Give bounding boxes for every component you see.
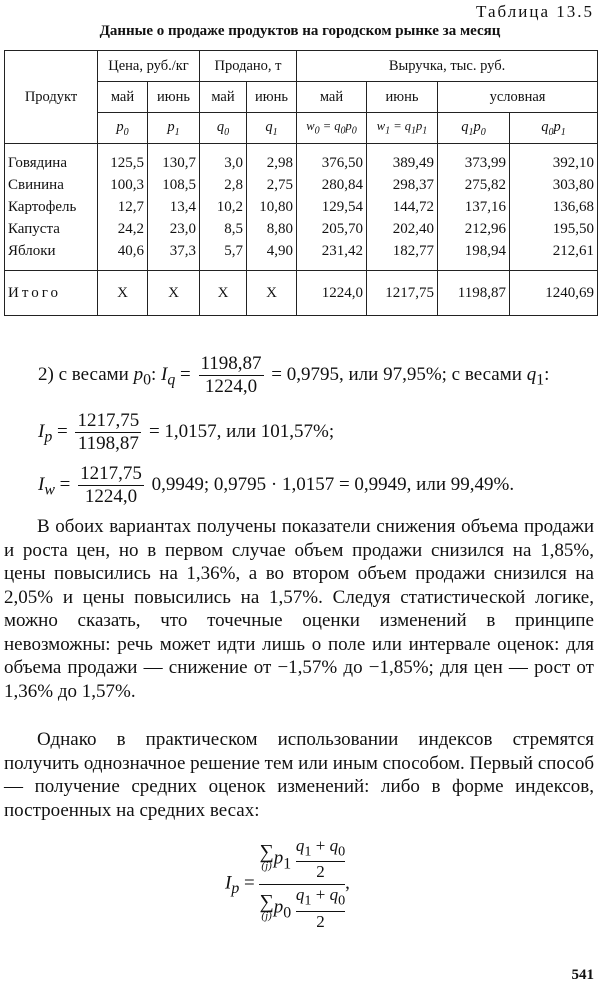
table-row xyxy=(5,240,598,271)
sigma-sub: (j) xyxy=(261,909,272,922)
cell: 3,0 xyxy=(200,144,247,175)
header-product: Продукт xyxy=(5,51,98,144)
cell: 205,70 xyxy=(297,218,367,240)
header-price: Цена, руб./кг xyxy=(98,51,200,82)
header-revenue: Выручка, тыс. руб. xyxy=(297,51,598,82)
cell: 1224,0 xyxy=(297,271,367,316)
inner-den: 2 xyxy=(316,911,325,931)
cell: 389,49 xyxy=(367,144,438,175)
fraction xyxy=(199,353,264,398)
cell: X xyxy=(98,271,148,316)
cell: 24,2 xyxy=(98,218,148,240)
cell: 1217,75 xyxy=(367,271,438,316)
lhs-sub: p xyxy=(231,880,240,898)
cell: 373,99 xyxy=(438,144,510,175)
formula-iw: $I_w$ = $\frac{1217,75}{1224,0}$ 0,9949; 0,9795 · 1,0157 = 0,9949, или 99,49%. xyxy=(38,463,515,507)
row-name: Капуста xyxy=(5,218,98,240)
row-name: Яблоки xyxy=(5,240,98,271)
cell: 10,2 xyxy=(200,196,247,218)
sym-q1: $q_1$ xyxy=(247,113,297,144)
cell: 37,3 xyxy=(148,240,200,271)
header-rev-june: июнь xyxy=(367,82,438,113)
cell: 195,50 xyxy=(510,218,598,240)
fraction-numerator: 1217,75 xyxy=(80,463,142,484)
formula-result: 0,9949; 0,9795 · 1,0157 = 0,9949, или 99,49%. xyxy=(151,473,515,495)
cell: X xyxy=(200,271,247,316)
cell: 2,75 xyxy=(247,174,297,196)
row-name: Говядина xyxy=(5,144,98,175)
formula-result: = 1,0157, или 101,57%; xyxy=(148,420,335,442)
cell: 136,68 xyxy=(510,196,598,218)
formula-prefix: 2) с весами xyxy=(38,363,129,385)
cell: 298,37 xyxy=(367,174,438,196)
cell: 8,80 xyxy=(247,218,297,240)
cell: 2,8 xyxy=(200,174,247,196)
cell: 4,90 xyxy=(247,240,297,271)
formula-comma: , xyxy=(345,872,350,894)
inner-den: 2 xyxy=(316,862,325,882)
table-label: Таблица 13.5 xyxy=(476,2,594,21)
cell: 40,6 xyxy=(98,240,148,271)
cell: 13,4 xyxy=(148,196,200,218)
formula-weights-p0: 2) с весами $p_0$: $I_q$ = $\frac{1198,87}{1224,0}$ = 0,9795, или 97,95%; с весами $q_1$: xyxy=(38,353,550,397)
sym-q0: $q_0$ xyxy=(200,113,247,144)
cell: 2,98 xyxy=(247,144,297,175)
sym-q1p0: $q_1p_0$ xyxy=(438,113,510,144)
fraction-denominator: 1198,87 xyxy=(77,433,139,454)
sym-p0: $p_0$ xyxy=(98,113,148,144)
row-name: Картофель xyxy=(5,196,98,218)
header-conditional: условная xyxy=(438,82,598,113)
fraction-numerator: 1217,75 xyxy=(77,410,140,431)
cell: 108,5 xyxy=(148,174,200,196)
cell: 23,0 xyxy=(148,218,200,240)
cell: X xyxy=(148,271,200,316)
cell: 137,16 xyxy=(438,196,510,218)
cell: 275,82 xyxy=(438,174,510,196)
page-number: 541 xyxy=(571,967,594,983)
cell: 280,84 xyxy=(297,174,367,196)
cell: X xyxy=(247,271,297,316)
fraction xyxy=(75,410,141,455)
cell: 231,42 xyxy=(297,240,367,271)
total-label: Итого xyxy=(5,271,98,316)
cell: 5,7 xyxy=(200,240,247,271)
cell: 12,7 xyxy=(98,196,148,218)
table-row xyxy=(5,174,598,196)
cell: 8,5 xyxy=(200,218,247,240)
sym-p1: $p_1$ xyxy=(148,113,200,144)
header-sold-may: май xyxy=(200,82,247,113)
header-rev-may: май xyxy=(297,82,367,113)
cell: 1240,69 xyxy=(510,271,598,316)
table-row xyxy=(5,144,598,175)
table-row xyxy=(5,218,598,240)
sym-w0: $w_0 = q_0p_0$ xyxy=(297,113,367,144)
cell: 376,50 xyxy=(297,144,367,175)
sigma-sub: (j) xyxy=(261,860,272,873)
cell: 144,72 xyxy=(367,196,438,218)
cell: 202,40 xyxy=(367,218,438,240)
cell: 129,54 xyxy=(297,196,367,218)
table-row xyxy=(5,196,598,218)
paragraph-text: Однако в практическом использовании индексов стремятся получить однозначное решение тем или иным способом. Первый способ — получение средних оценок изменений: либо в форме индексов, построенных на средних весах: xyxy=(4,729,594,821)
cell: 100,3 xyxy=(98,174,148,196)
formula-result: = 0,9795, или 97,95%; с весами xyxy=(271,363,522,385)
cell: 198,94 xyxy=(438,240,510,271)
sales-table xyxy=(4,50,598,316)
header-sold: Продано, т xyxy=(200,51,297,82)
fraction-denominator: 1224,0 xyxy=(84,486,138,507)
cell: 10,80 xyxy=(247,196,297,218)
cell: 392,10 xyxy=(510,144,598,175)
formula-ip: $I_p$ = $\frac{1217,75}{1198,87}$ = 1,0157, или 101,57%; xyxy=(38,410,335,454)
table-title: Данные о продаже продуктов на городском рынке за месяц xyxy=(99,23,501,39)
header-sold-june: июнь xyxy=(247,82,297,113)
big-fraction: ∑ (j) $p_1$ $\frac{q_1 + q_0}{2}$ ∑ (j) $p_0$ $\frac{q_1 + q_0}{2}$ xyxy=(259,836,346,931)
header-price-june: июнь xyxy=(148,82,200,113)
total-row xyxy=(5,271,598,316)
cell: 1198,87 xyxy=(438,271,510,316)
paragraph-2 xyxy=(4,728,594,822)
cell: 182,77 xyxy=(367,240,438,271)
row-name: Свинина xyxy=(5,174,98,196)
sym-q0p1: $q_0p_1$ xyxy=(510,113,598,144)
fraction-numerator: 1198,87 xyxy=(200,353,262,374)
formula-average-weights: $I_p$ = ∑ (j) $p_1$ $\frac{q_1 + q_0}{2}$ ∑ (j) $p_0$ $\frac{q_1 + q_0}{2}$ , xyxy=(225,836,350,931)
paragraph-1 xyxy=(4,515,594,703)
cell: 212,96 xyxy=(438,218,510,240)
cell: 212,61 xyxy=(510,240,598,271)
sym-w1: $w_1 = q_1p_1$ xyxy=(367,113,438,144)
cell: 303,80 xyxy=(510,174,598,196)
fraction-denominator: 1224,0 xyxy=(204,376,258,397)
header-price-may: май xyxy=(98,82,148,113)
fraction xyxy=(78,463,144,508)
cell: 125,5 xyxy=(98,144,148,175)
cell: 130,7 xyxy=(148,144,200,175)
paragraph-text: В обоих вариантах получены показатели снижения объема продажи и роста цен, но в первом случае объем продажи снизился на 1,85%, цены повысились на 1,36%, а во втором объем продажи снизился на 2,05% и цены повысились на 1,57%. Следуя статистической логике, можно сказать, что точечные оценки изменений в принципе невозможны: речь может идти лишь о поле или интервале оценок: для объема продажи — снижение от −1,57% до −1,85%; для цен — рост от 1,36% до 1,57%. xyxy=(4,516,594,702)
